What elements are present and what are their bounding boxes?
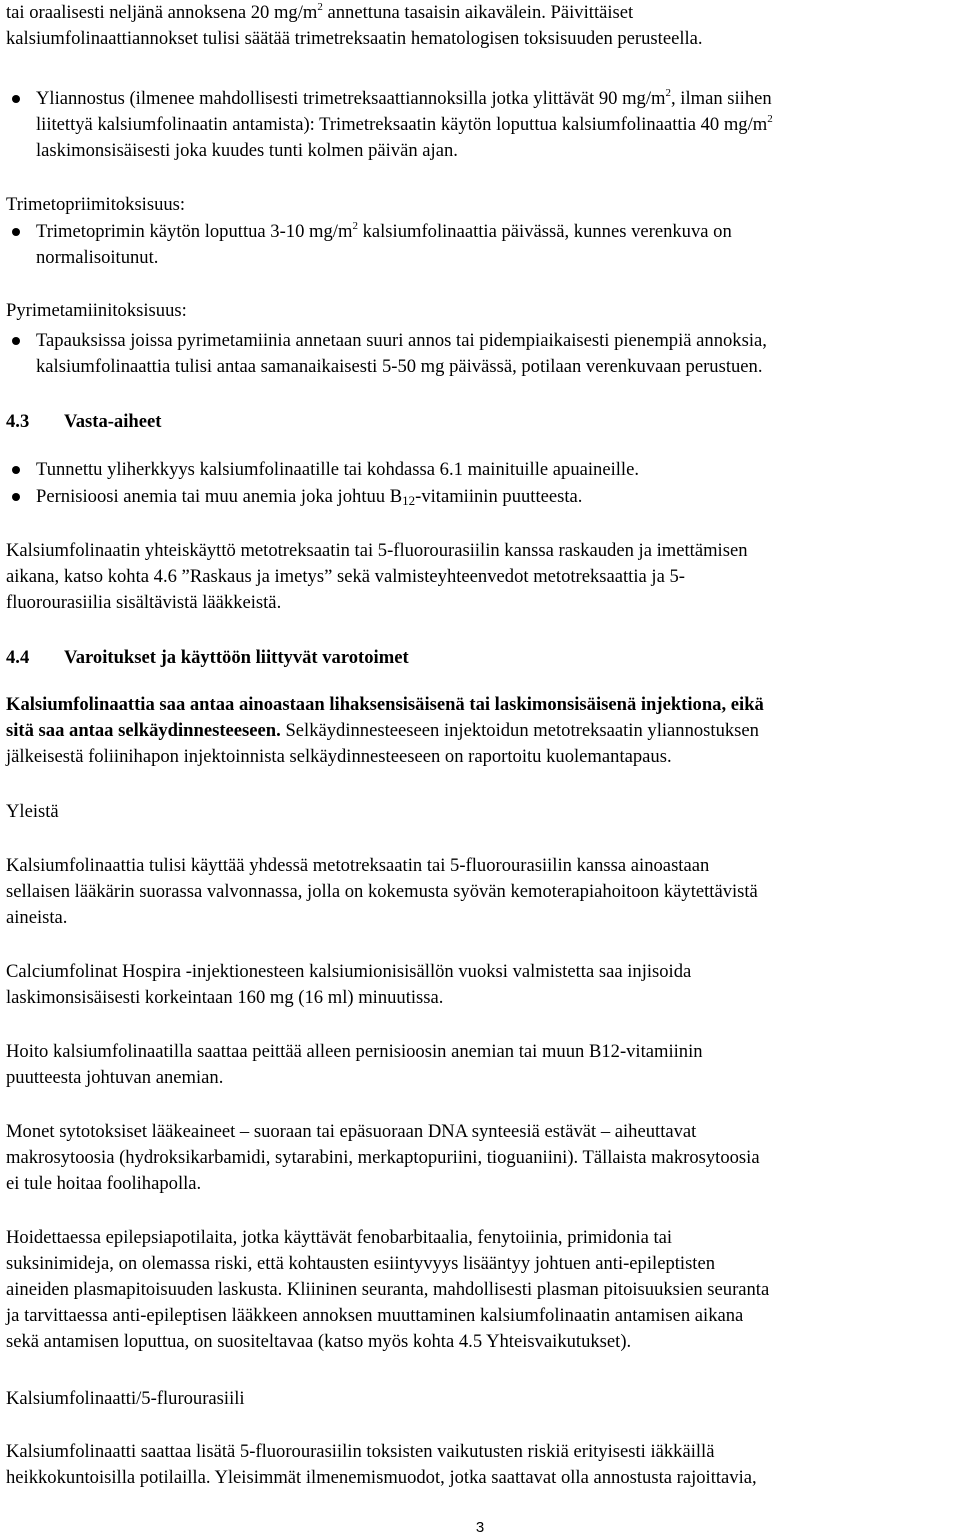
section-4-3-heading	[6, 409, 954, 435]
section-title: Varoitukset ja käyttöön liittyvät varotoimet	[64, 647, 409, 668]
intrathecal-warning-paragraph: Kalsiumfolinaattia saa antaa ainoastaan lihaksensisäisenä tai laskimonsisäisenä injektiona, eikä sitä saa antaa selkäydinnesteeseen. Selkäydinnesteeseen injektoidun metotreksaatin yliannostuksen jälkeisestä foliinihapon injektoinnista selkäydinnesteeseen on raportoitu kuolemantapaus.	[6, 694, 764, 767]
pyrimethamine-line-1: Tapauksissa joissa pyrimetamiinia annetaan suuri annos tai pidempiaikaisesti pienempiä annoksia,	[36, 330, 767, 351]
bullet-icon	[12, 466, 20, 474]
general-heading: Yleistä	[6, 801, 59, 822]
bullet-icon	[12, 95, 20, 103]
bullet-icon	[12, 493, 20, 501]
section-number: 4.3	[6, 411, 30, 432]
pernicious-anemia-paragraph: Hoito kalsiumfolinaatilla saattaa peittää alleen pernisioosin anemian tai muun B12-vitamiinin puutteesta johtuvan anemian.	[6, 1041, 703, 1088]
epilepsy-paragraph: Hoidettaessa epilepsiapotilaita, jotka käyttävät fenobarbitaalia, fenytoiinia, primidonia tai suksinimideja, on olemassa riski, että kohtausten esiintyvyys lisääntyy johtuen anti-epileptisten aineiden plasmapitoisuuden laskusta. Kliininen seuranta, mahdollisesti plasman pitoisuuksien seuranta ja tarvittaessa anti-epileptisen lääkkeen annoksen muuttaminen kalsiumfolinaatin antamisen aikana sekä antamisen loputtua, on suositeltavaa (katso myös kohta 4.5 Yhteisvaikutukset).	[6, 1227, 770, 1352]
pyrimethamine-heading: Pyrimetamiinitoksisuus:	[6, 300, 187, 321]
pyrimethamine-bullet-item	[36, 328, 954, 380]
intro-line-1: tai oraalisesti neljänä annoksena 20 $mg/m^2$ annettuna tasaisin aikavälein. Päivittäiset	[6, 1, 634, 23]
intro-paragraph	[6, 0, 954, 52]
overdose-line-2: liitettyä kalsiumfolinaatin antamista): Trimetreksaatin käytön loputtua kalsiumfolinaattia 40 $mg/m^2$	[36, 113, 773, 135]
injection-rate-paragraph: Calciumfolinat Hospira -injektionesteen kalsiumionisisällön vuoksi valmistetta saa injisoida laskimonsisäisesti korkeintaan 160 mg (16 ml) minuutissa.	[6, 961, 692, 1008]
trimethoprim-line-2: normalisoitunut.	[36, 247, 159, 268]
overdose-bullet-item	[36, 86, 954, 164]
contraindication-bullet-1: Tunnettu yliherkkyys kalsiumfolinaatille tai kohdassa 6.1 mainituille apuaineille.	[36, 457, 954, 483]
trimethoprim-line-1: Trimetoprimin käytön loputtua 3-10 $mg/m^2$ kalsiumfolinaattia päivässä, kunnes verenkuva on	[36, 220, 732, 242]
trimethoprim-bullet-item	[36, 219, 954, 271]
overdose-line-1: Yliannostus (ilmenee mahdollisesti trimetreksaattiannoksilla jotka ylittävät 90 $mg/m^2$, ilman siihen	[36, 87, 772, 109]
overdose-line-3: laskimonsisäisesti joka kuudes tunti kolmen päivän ajan.	[36, 140, 458, 161]
coadministration-paragraph: Kalsiumfolinaatin yhteiskäyttö metotreksaatin tai 5-fluorourasiilin kanssa raskauden ja imettämisen aikana, katso kohta 4.6 ”Raskaus ja imetys” sekä valmisteyhteenvedot metotreksaattia ja 5- fluorourasiilia sisältävistä lääkkeistä.	[6, 540, 748, 613]
intro-line-2: kalsiumfolinaattiannokset tulisi säätää trimetreksaatin hematologisen toksisuuden perusteella.	[6, 28, 703, 49]
page-number: 3	[475, 1519, 485, 1536]
pyrimethamine-line-2: kalsiumfolinaattia tulisi antaa samanaikaisesti 5-50 mg päivässä, potilaan verenkuvaan perustuen.	[36, 356, 763, 377]
fluorouracil-paragraph: Kalsiumfolinaatti saattaa lisätä 5-fluorourasiilin toksisten vaikutusten riskiä erityisesti iäkkäillä heikkokuntoisilla potilailla. Yleisimmät ilmenemismuodot, jotka saattavat olla annostusta rajoittavia,	[6, 1441, 757, 1488]
macrocytosis-paragraph: Monet sytotoksiset lääkeaineet – suoraan tai epäsuoraan DNA synteesiä estävät – aiheuttavat makrosytoosia (hydroksikarbamidi, sytarabini, merkaptopuriini, tioguaniini). Tällaista makrosytoosia ei tule hoitaa foolihapolla.	[6, 1121, 760, 1194]
contraindication-bullet-2: Pernisioosi anemia tai muu anemia joka johtuu $B_{12}$-vitamiinin puutteesta.	[36, 484, 954, 510]
section-number: 4.4	[6, 647, 30, 668]
trimethoprim-heading: Trimetopriimitoksisuus:	[6, 194, 186, 215]
section-4-4-heading	[6, 645, 954, 671]
fluorouracil-heading: Kalsiumfolinaatti/5-flurourasiili	[6, 1388, 245, 1409]
bullet-icon	[12, 228, 20, 236]
supervision-paragraph: Kalsiumfolinaattia tulisi käyttää yhdessä metotreksaatin tai 5-fluorourasiilin kanssa ainoastaan sellaisen lääkärin suorassa valvonnassa, jolla on kokemusta syövän kemoterapiahoitoon käytettävistä aineista.	[6, 855, 758, 928]
bullet-icon	[12, 337, 20, 345]
section-title: Vasta-aiheet	[64, 411, 162, 432]
